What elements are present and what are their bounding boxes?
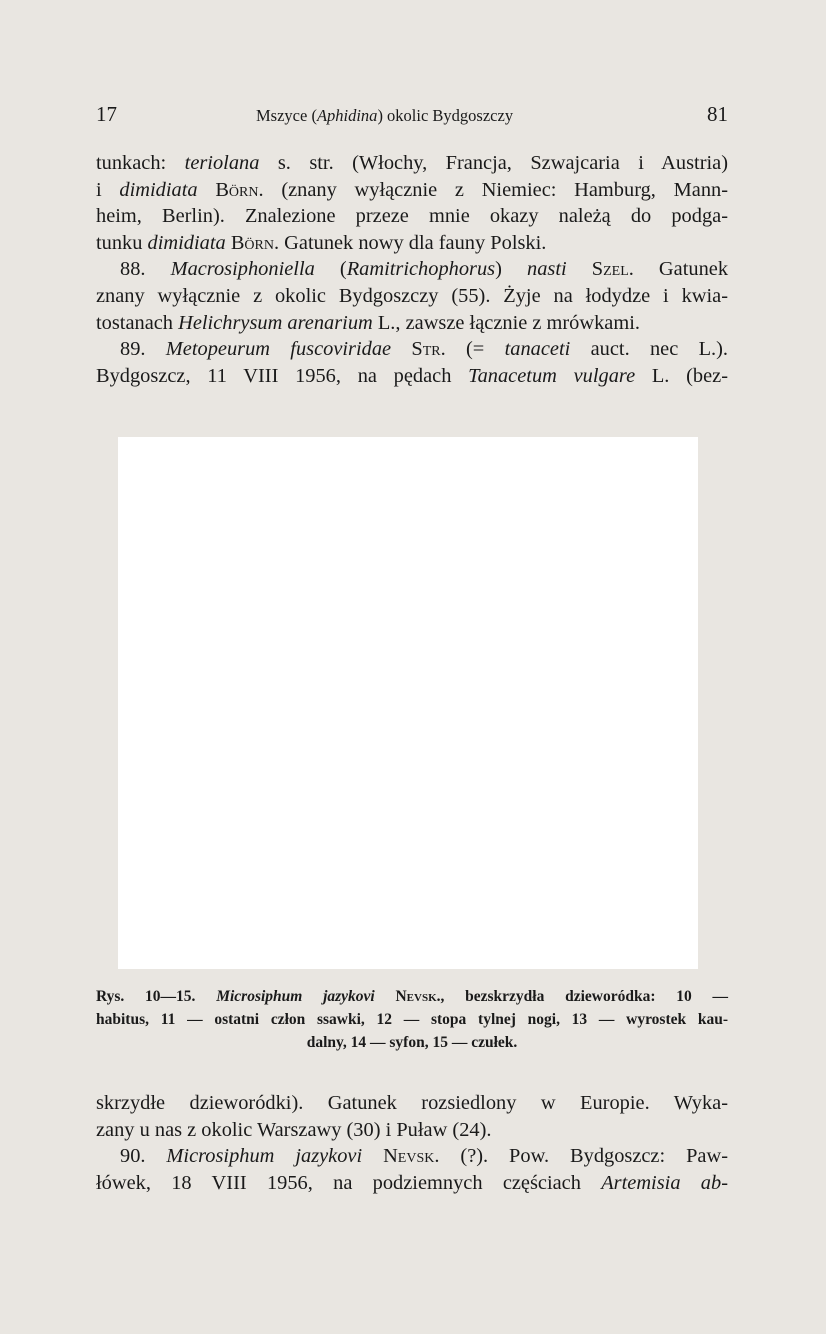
page-number-left: 17 bbox=[96, 102, 117, 126]
figure-image-area bbox=[118, 437, 698, 969]
text-line: tunku dimidiata Börn. Gatunek nowy dla fauny Polski. bbox=[96, 231, 547, 254]
caption-line: dalny, 14 — syfon, 15 — czułek. bbox=[306, 1034, 518, 1051]
text-line: zany u nas z okolic Warszawy (30) i Puław (24). bbox=[96, 1118, 492, 1141]
caption-line: Rys. 10—15. Microsiphum jazykovi Nevsk., bezskrzydła dzieworódka: 10 — bbox=[96, 988, 729, 1005]
text-line: łówek, 18 VIII 1956, na podziemnych częściach Artemisia ab- bbox=[96, 1171, 728, 1194]
running-title: Mszyce (Aphidina) okolic Bydgoszczy bbox=[256, 106, 514, 125]
text-line: skrzydłe dzieworódki). Gatunek rozsiedlony w Europie. Wyka- bbox=[96, 1092, 728, 1114]
running-header bbox=[96, 102, 728, 132]
text-line: tostanach Helichrysum arenarium L., zawsze łącznie z mrówkami. bbox=[96, 311, 640, 334]
entry-88: 88. Macrosiphoniella (Ramitrichophorus) nasti Szel. Gatunek bbox=[120, 258, 729, 281]
text-line: znany wyłącznie z okolic Bydgoszczy (55). Żyje na łodydze i kwia- bbox=[96, 284, 728, 307]
page-number-right: 81 bbox=[707, 102, 728, 126]
text-line: heim, Berlin). Znalezione przeze mnie okazy należą do podga- bbox=[96, 205, 728, 228]
body-text-bottom bbox=[96, 1090, 728, 1196]
entry-89: 89. Metopeurum fuscoviridae Str. (= tanaceti auct. nec L.). bbox=[120, 338, 729, 361]
text-line: tunkach: teriolana s. str. (Włochy, Francja, Szwajcaria i Austria) bbox=[96, 152, 728, 174]
entry-90: 90. Microsiphum jazykovi Nevsk. (?). Pow. Bydgoszcz: Paw- bbox=[120, 1145, 728, 1168]
text-line: i dimidiata Börn. (znany wyłącznie z Niemiec: Hamburg, Mann- bbox=[96, 178, 728, 201]
caption-line: habitus, 11 — ostatni człon ssawki, 12 — stopa tylnej nogi, 13 — wyrostek kau- bbox=[96, 1011, 728, 1028]
figure-caption bbox=[96, 985, 728, 1054]
text-line: Bydgoszcz, 11 VIII 1956, na pędach Tanacetum vulgare L. (bez- bbox=[96, 364, 728, 387]
body-text-top bbox=[96, 150, 728, 389]
